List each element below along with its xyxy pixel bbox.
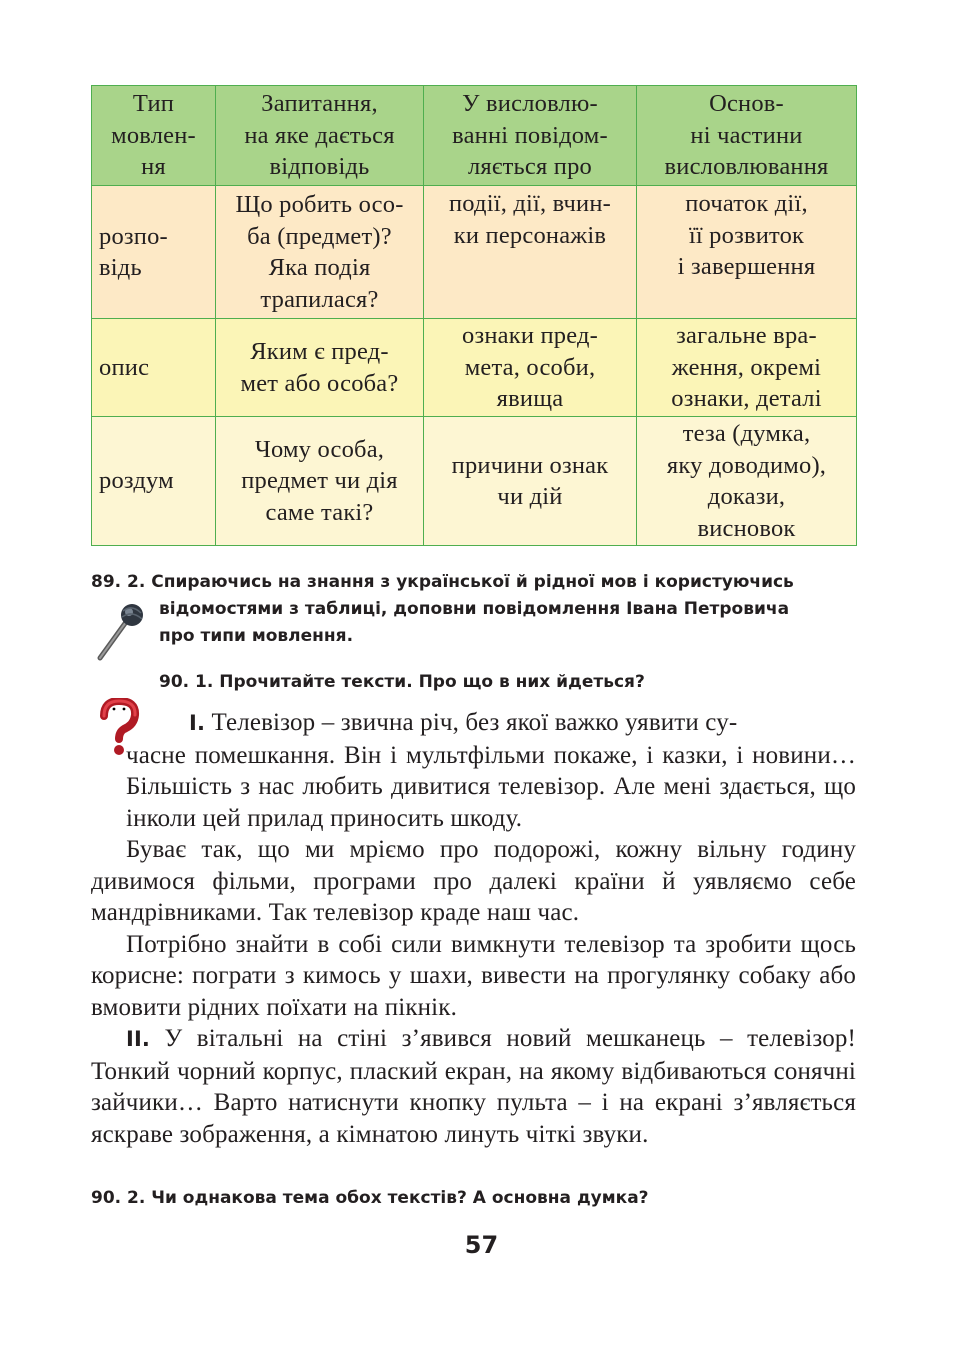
- cell-line: ки персонажів: [453, 221, 607, 249]
- cell-question: [216, 319, 424, 417]
- text-line-content: часне помешкання. Він і мультфільми покаже, і казки, і новини… Більшість з нас любить дивитися телевізор. Але мені здається, що інколи цей прилад приносить шкоду.: [126, 741, 856, 832]
- cell-line: ба (предмет)?: [247, 222, 392, 250]
- table-row-description: [92, 319, 857, 417]
- cell-line: події, дії, вчин-: [448, 190, 612, 217]
- microphone-icon: [92, 600, 148, 662]
- cell-line: загальне вра-: [676, 322, 817, 350]
- cell-line: і завершення: [677, 253, 816, 280]
- cell-line: яку доводимо),: [666, 451, 827, 479]
- cell-line: чи дій: [497, 483, 563, 510]
- text-1-paragraph-3: Потрібно знайти в собі сили вимкнути телевізор та зробити щось корисне: пограти з кимось у шахи, вивести на прогулянку собаку або вмовити рідних поїхати на пікнік.: [91, 930, 856, 1021]
- reading-texts: [91, 707, 856, 1150]
- cell-about: [424, 417, 637, 546]
- cell-line: явища: [496, 385, 564, 413]
- cell-line: початок дії,: [685, 190, 808, 217]
- cell-line: причини ознак: [451, 451, 609, 479]
- cell-line: ознаки, деталі: [671, 385, 822, 413]
- text-1-paragraph-1: [91, 707, 856, 834]
- text-2-paragraph-1: [91, 1023, 856, 1150]
- cell-line: саме такі?: [265, 498, 374, 526]
- cell-line: ознаки пред-: [462, 322, 598, 350]
- cell-type: [92, 186, 216, 319]
- cell-line: роздум: [99, 467, 174, 495]
- cell-line: мет або особа?: [240, 369, 399, 397]
- table-row-reasoning: [92, 417, 857, 546]
- header-line: Основ-: [709, 90, 784, 117]
- cell-line: ження, окремі: [671, 353, 822, 381]
- header-line: відповідь: [269, 153, 370, 180]
- cell-about: [424, 319, 637, 417]
- task-89-line: 89. 2. Спираючись на знання з української й рідної мов і користуючись: [91, 572, 794, 592]
- cell-line: відь: [99, 254, 142, 281]
- header-cell-parts: [637, 86, 857, 186]
- header-line: на яке дається: [244, 121, 395, 149]
- speech-types-table: [91, 85, 857, 546]
- header-line: ванні повідом-: [452, 121, 608, 149]
- header-cell-about: [424, 86, 637, 186]
- header-line: Тип: [132, 90, 175, 117]
- text-1-marker: І.: [189, 711, 206, 735]
- task-89-2: [91, 569, 871, 650]
- cell-line: трапилася?: [260, 285, 379, 313]
- cell-line: Яка подія: [268, 254, 371, 281]
- cell-question: [216, 186, 424, 319]
- header-line: ні частини: [690, 121, 803, 149]
- header-cell-type: [92, 86, 216, 186]
- cell-line: мета, особи,: [464, 353, 596, 381]
- header-line: Запитання,: [261, 90, 378, 117]
- task-90-2: 90. 2. Чи однакова тема обох текстів? А основна думка?: [91, 1188, 649, 1208]
- cell-line: висновок: [697, 514, 796, 542]
- cell-line: Яким є пред-: [250, 338, 389, 365]
- cell-about: [424, 186, 637, 319]
- table-header-row: [92, 86, 857, 186]
- cell-type: [92, 319, 216, 417]
- text-line: [91, 707, 856, 740]
- text-line-content: Телевізор – звична річ, без якої важко уявити су-: [205, 709, 738, 736]
- cell-parts: [637, 186, 857, 319]
- task-89-line: про типи мовлення.: [159, 626, 354, 646]
- cell-type: [92, 417, 216, 546]
- cell-line: її розвиток: [688, 221, 805, 249]
- cell-line: докази,: [707, 483, 786, 510]
- cell-line: предмет чи дія: [241, 467, 398, 495]
- table-row-narration: [92, 186, 857, 319]
- header-line: висловлювання: [664, 153, 829, 180]
- text-1-paragraph-2: Буває так, що ми мріємо про подорожі, кожну вільну годину дивимося фільми, програми про далекі країни й уявляємо себе мандрівниками. Так телевізор краде наш час.: [91, 836, 856, 926]
- header-line: У висловлю-: [462, 90, 598, 117]
- header-line: ляється про: [468, 153, 592, 180]
- text-2-marker: ІІ.: [126, 1027, 151, 1051]
- cell-line: Чому особа,: [254, 435, 385, 463]
- cell-line: опис: [99, 353, 150, 381]
- header-cell-question: [216, 86, 424, 186]
- task-90-1: 90. 1. Прочитайте тексти. Про що в них йдеться?: [159, 672, 645, 692]
- header-line: ня: [141, 153, 166, 180]
- cell-parts: [637, 319, 857, 417]
- task-89-line: відомостями з таблиці, доповни повідомлення Івана Петровича: [159, 599, 790, 619]
- cell-question: [216, 417, 424, 546]
- cell-line: Що робить осо-: [235, 191, 404, 218]
- text-line-content: У вітальні на стіні з’явився новий мешканець – телевізор! Тонкий чорний корпус, плаский екран, на якому відбиваються сонячні зайчики… Варто натиснути кнопку пульта – і на екрані з’являється яскраве зображення, а кімнатою линуть чіткі звуки.: [91, 1025, 856, 1148]
- page-number: 57: [464, 1231, 499, 1259]
- cell-parts: [637, 417, 857, 546]
- header-line: мовлен-: [111, 121, 196, 149]
- cell-line: розпо-: [99, 222, 168, 250]
- cell-line: теза (думка,: [682, 420, 811, 447]
